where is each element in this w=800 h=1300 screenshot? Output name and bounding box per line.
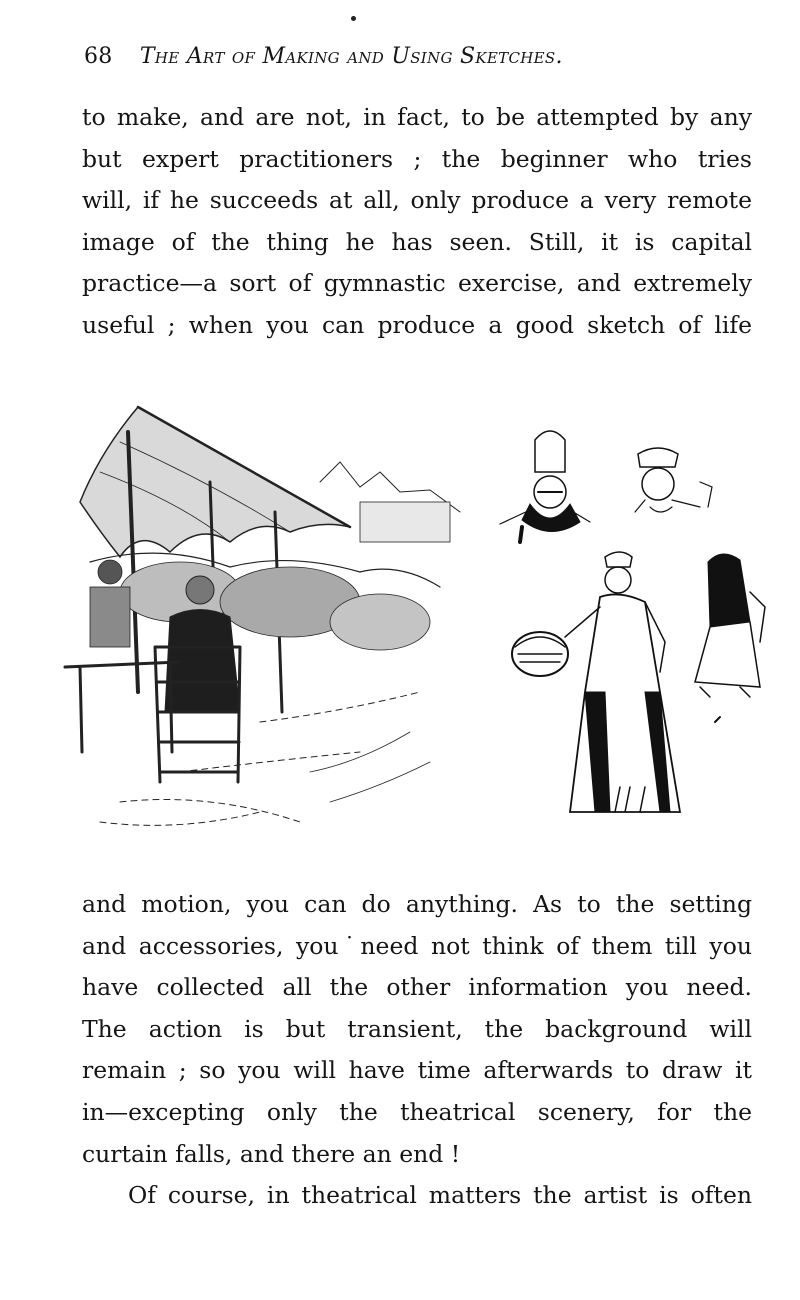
text-line: to make, and are not, in fact, to be attempted by any	[82, 103, 752, 131]
page-number: 68	[84, 44, 113, 69]
paragraph-top	[82, 97, 752, 347]
running-header	[84, 44, 724, 69]
text-line: The action is but transient, the background will	[82, 1014, 752, 1043]
text-line: Of course, in theatrical matters the artist is often	[128, 1181, 752, 1210]
text-line: but expert practitioners ; the beginner who tries	[82, 144, 752, 173]
text-line: have collected all the other information you need.	[82, 973, 752, 1002]
text-line: curtain falls, and there an end !	[82, 1139, 461, 1168]
text-line: in—excepting only the theatrical scenery, for the	[82, 1097, 752, 1126]
text-line: practice—a sort of gymnastic exercise, and extremely	[82, 269, 752, 298]
text-line: remain ; so you will have time afterwards to draw it	[82, 1056, 752, 1085]
market-figures-sketch	[500, 431, 765, 812]
market-stall-sketch	[65, 407, 460, 825]
text-line: and motion, you can do anything. As to the setting	[82, 890, 752, 918]
text-line: and accessories, you˙need not think of them till you	[82, 931, 752, 960]
print-mark	[351, 16, 356, 21]
text-line: image of the thing he has seen. Still, it is capital	[82, 227, 752, 256]
running-title: The Art of Making and Using Sketches.	[139, 44, 563, 69]
paragraph-bottom	[82, 884, 752, 1217]
text-line: useful ; when you can produce a good sketch of life	[82, 310, 752, 339]
text-line: will, if he succeeds at all, only produce a very remote	[82, 186, 752, 215]
illustration	[60, 392, 790, 862]
